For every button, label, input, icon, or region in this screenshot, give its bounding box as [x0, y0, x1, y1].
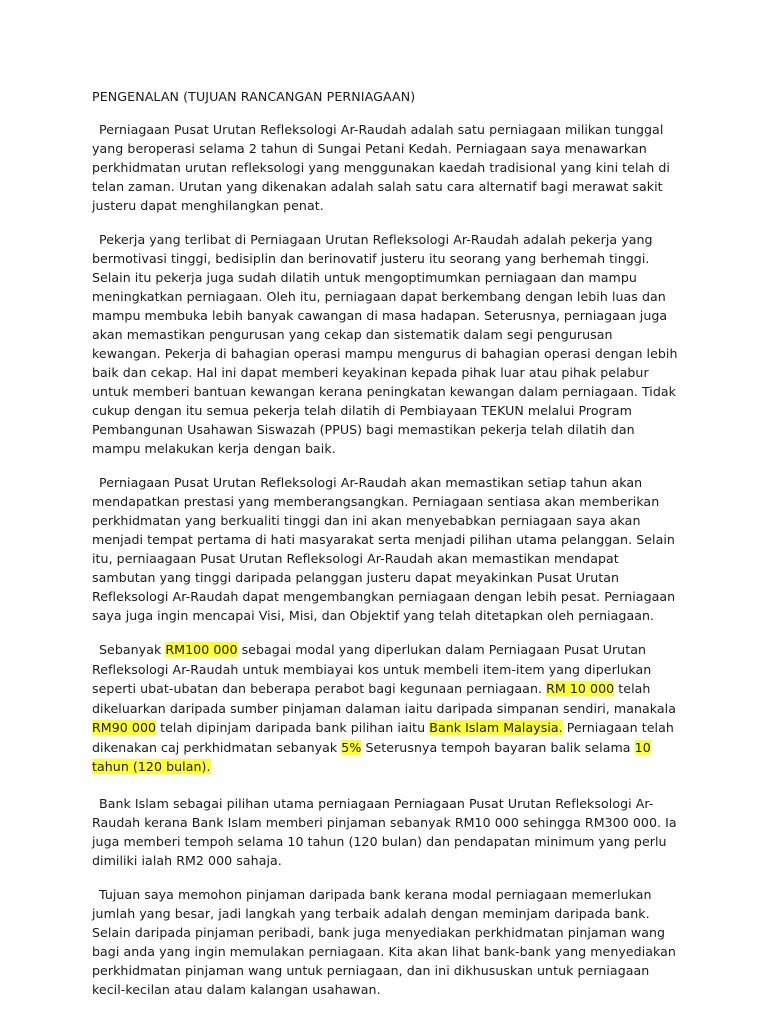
paragraph-workers: Pekerja yang terlibat di Perniagaan Urutan Refleksologi Ar-Raudah adalah pekerja yang bermotivasi tinggi, bedisiplin dan berinovatif justeru itu seorang yang berhemah tinggi. Selain itu pekerja juga sudah dilatih untuk mengoptimumkan perniagaan dan mampu meningkatkan perniagaan. Oleh itu, perniagaan dapat berkembang dengan lebih luas dan mampu membuka lebih banyak cawangan di masa hadapan. Seterusnya, perniagaan juga akan memastikan pengurusan yang cekap dan sistematik dalam segi pengurusan kewangan. Pekerja di bahagian operasi mampu mengurus di bahagian operasi dengan lebih baik dan cekap. Hal ini dapat memberi keyakinan kepada pihak luar atau pihak pelabur untuk memberi bantuan kewangan kerana peningkatan kewangan dalam perniagaan. Tidak cukup dengan itu semua pekerja telah dilatih di Pembiayaan TEKUN melalui Program Pembangunan Usahawan Siswazah (PPUS) bagi memastikan pekerja telah dilatih dan mampu melakukan kerja dengan baik.: [92, 232, 678, 456]
capital-text-5: Perniagaan telah dikenakan caj perkhidmatan sebanyak: [92, 720, 674, 755]
paragraph-capital: [92, 640, 682, 777]
highlight-repayment-period: 10 tahun (120 bulan).: [92, 739, 651, 774]
paragraph-loan-purpose: Tujuan saya memohon pinjaman daripada bank kerana modal perniagaan memerlukan jumlah yang besar, jadi langkah yang terbaik adalah dengan meminjam daripada bank. Selain daripada pinjaman peribadi, bank juga menyediakan perkhidmatan pinjaman wang bagi anda yang ingin memulakan perniagaan. Kita akan lihat bank-bank yang menyediakan perkhidmatan pinjaman wang untuk perniagaan, dan ini dikhususkan untuk perniagaan kecil-kecilan atau dalam kalangan usahawan.: [92, 886, 676, 997]
document-page: [92, 87, 682, 1014]
capital-text-3: telah dikeluarkan daripada sumber pinjaman dalaman iaitu daripada simpanan sendiri, manakala: [92, 681, 676, 716]
section-heading: PENGENALAN (TUJUAN RANCANGAN PERNIAGAAN): [92, 89, 416, 104]
capital-text-4: telah dipinjam daripada bank pilihan iaitu: [156, 720, 430, 735]
paragraph-bank-choice: Bank Islam sebagai pilihan utama perniagaan Perniagaan Pusat Urutan Refleksologi Ar-Raudah kerana Bank Islam memberi pinjaman sebanyak RM10 000 sehingga RM300 000. Ia juga memberi tempoh selama 10 tahun (120 bulan) dan pendapatan minimum yang perlu dimiliki ialah RM2 000 sahaja.: [92, 795, 677, 868]
capital-text-6: Seterusnya tempoh bayaran balik selama: [361, 739, 635, 755]
paragraph-introduction: Perniagaan Pusat Urutan Refleksologi Ar-Raudah adalah satu perniagaan milikan tunggal yang beroperasi selama 2 tahun di Sungai Petani Kedah. Perniagaan saya menawarkan perkhidmatan urutan refleksologi yang menggunakan kaedah tradisional yang kini telah di telan zaman. Urutan yang dikenakan adalah salah satu cara alternatif bagi merawat sakit justeru dapat menghilangkan penat.: [92, 122, 670, 213]
highlight-service-charge: 5%: [341, 739, 362, 755]
highlight-bank-name: Bank Islam Malaysia.: [429, 720, 563, 735]
highlight-total-capital: RM100 000: [165, 642, 238, 657]
paragraph-performance: Perniagaan Pusat Urutan Refleksologi Ar-Raudah akan memastikan setiap tahun akan mendapatkan prestasi yang memberangsangkan. Perniagaan sentiasa akan memberikan perkhidmatan yang berkualiti tinggi dan ini akan menyebabkan perniagaan saya akan menjadi tempat pertama di hati masyarakat serta menjadi pilihan utama pelanggan. Selain itu, perniaagaan Pusat Urutan Refleksologi Ar-Raudah akan memastikan mendapat sambutan yang tinggi daripada pelanggan justeru dapat meyakinkan Pusat Urutan Refleksologi Ar-Raudah dapat mengembangkan perniagaan dengan lebih pesat. Perniagaan saya juga ingin mencapai Visi, Misi, dan Objektif yang telah ditetapkan oleh perniagaan.: [92, 475, 676, 623]
capital-text-1: Sebanyak: [99, 642, 166, 657]
capital-text-2: sebagai modal yang diperlukan dalam Perniagaan Pusat Urutan Refleksologi Ar-Raudah untuk membiayai kos untuk membeli item-item yang diperlukan seperti ubat-ubatan dan beberapa perabot bagi kegunaan perniagaan.: [92, 642, 652, 696]
highlight-internal-funds: RM 10 000: [546, 681, 615, 696]
highlight-loan-amount: RM90 000: [92, 720, 157, 735]
